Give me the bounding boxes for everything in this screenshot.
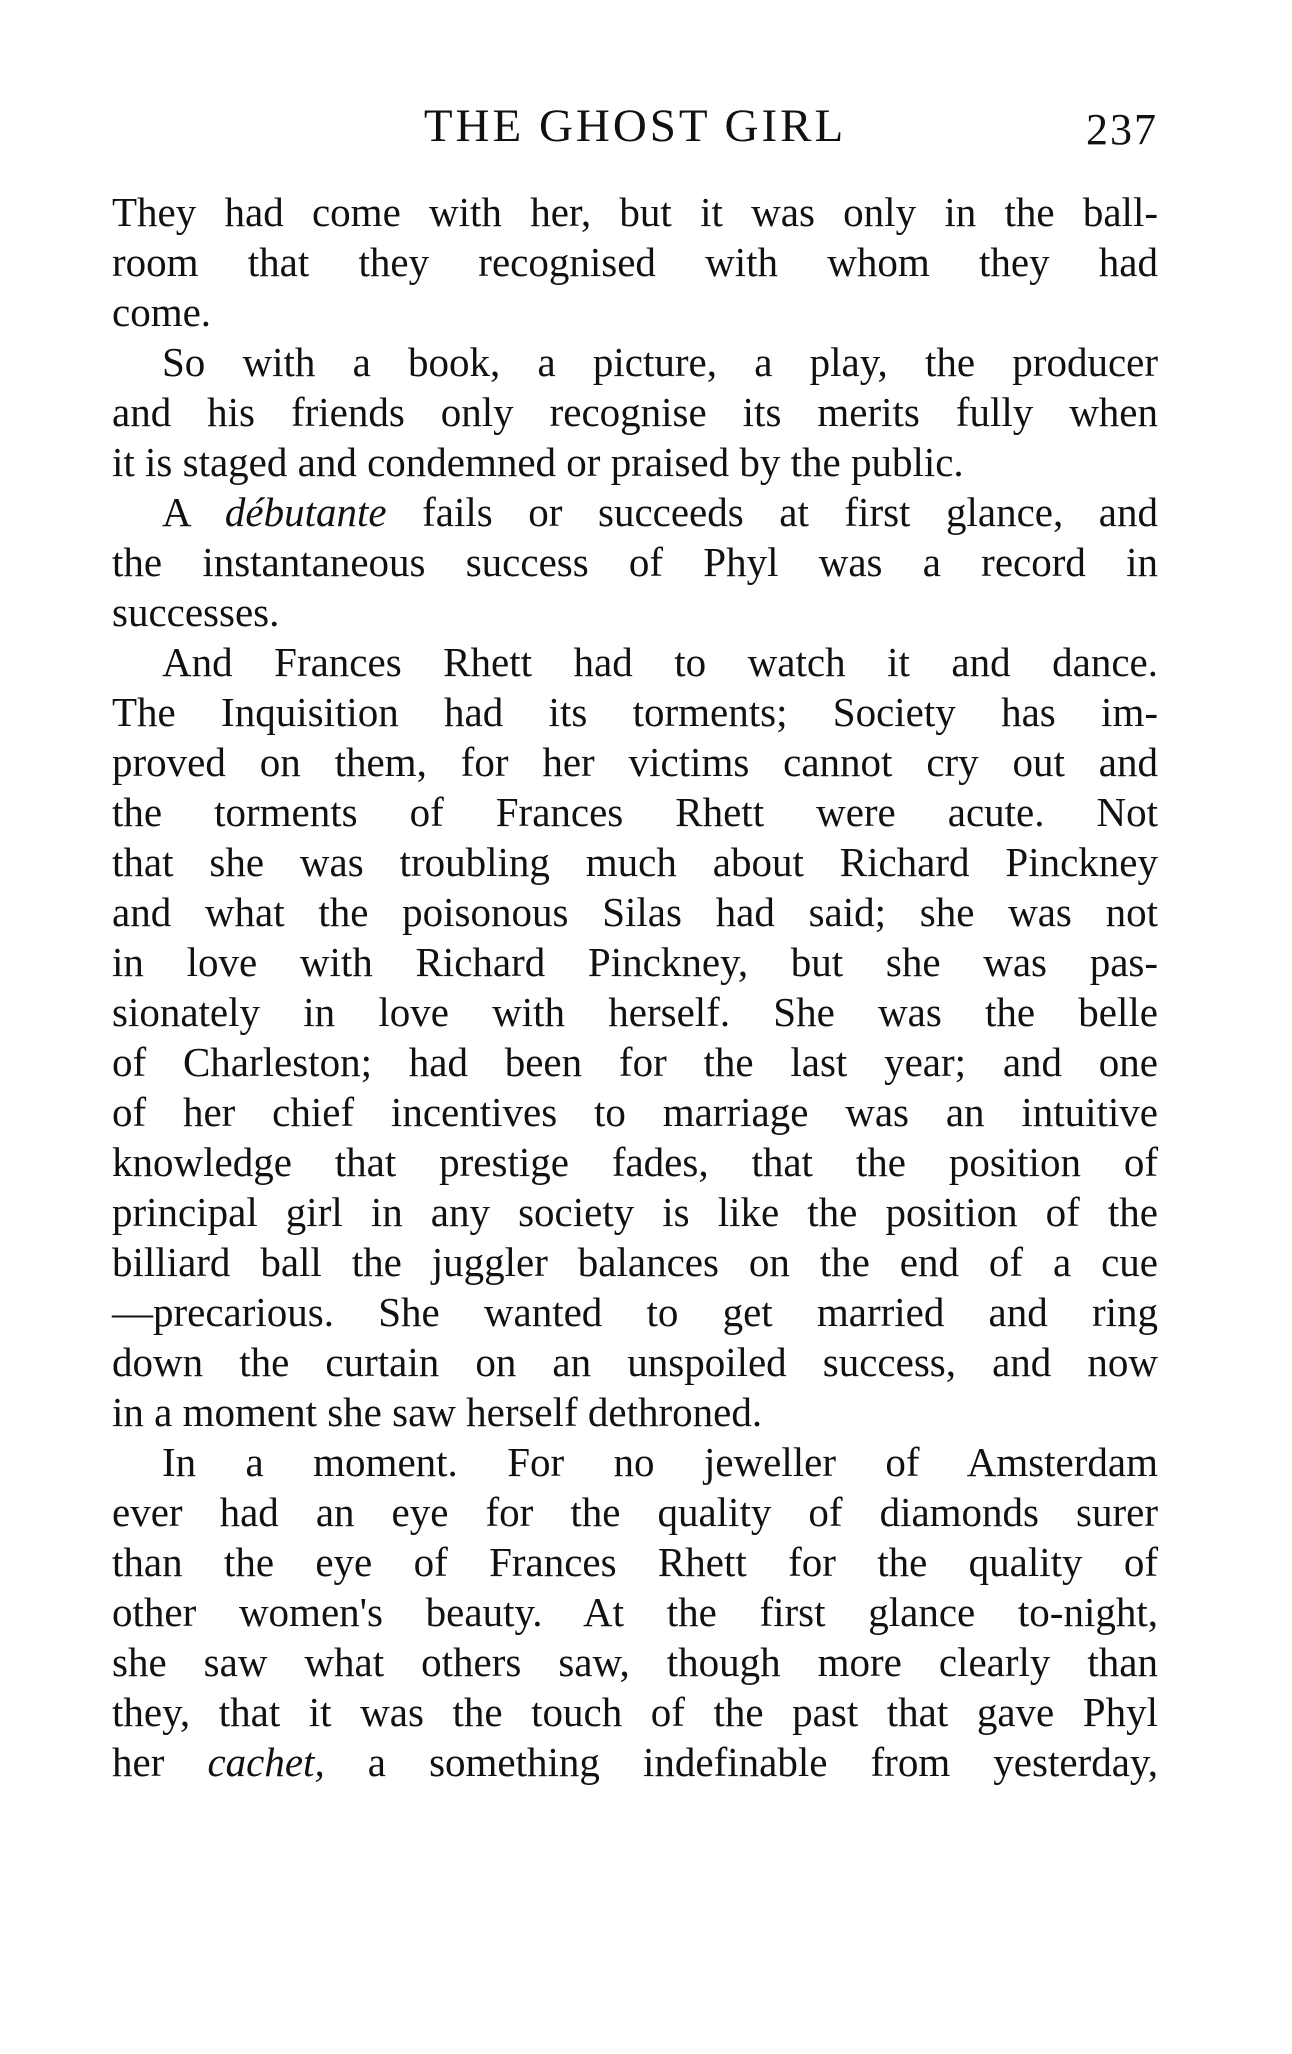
text-line: In a moment. For no jeweller of Amsterdam — [162, 1439, 1158, 1485]
text-line: that she was troubling much about Richard Pinckney — [112, 839, 1158, 885]
text-line: and what the poisonous Silas had said; she was not — [112, 889, 1158, 935]
text-fragment: her — [112, 1739, 208, 1785]
text-line: billiard ball the juggler balances on the end of a cue — [112, 1239, 1158, 1285]
text-line: principal girl in any society is like the position of the — [112, 1189, 1158, 1235]
running-head — [112, 98, 1158, 154]
body-text — [112, 187, 1158, 1787]
text-fragment: fails or succeeds at first glance, and — [386, 489, 1158, 535]
text-line: of Charleston; had been for the last year; and one — [112, 1039, 1158, 1085]
text-line — [112, 487, 1158, 537]
text-line: than the eye of Frances Rhett for the quality of — [112, 1539, 1158, 1585]
text-line: proved on them, for her victims cannot cry out and — [112, 739, 1158, 785]
text-line: room that they recognised with whom they had — [112, 239, 1158, 285]
text-line: it is staged and condemned or praised by the public. — [112, 439, 964, 485]
text-line: So with a book, a picture, a play, the producer — [162, 339, 1158, 385]
text-line: of her chief incentives to marriage was an intuitive — [112, 1089, 1158, 1135]
text-line: —precarious. She wanted to get married and ring — [112, 1289, 1158, 1335]
page-number: 237 — [1086, 105, 1158, 154]
text-line: down the curtain on an unspoiled success, and now — [112, 1339, 1158, 1385]
text-line: ever had an eye for the quality of diamonds surer — [112, 1489, 1158, 1535]
text-line: in love with Richard Pinckney, but she was pas- — [112, 939, 1158, 985]
italic-word: débutante — [224, 489, 387, 535]
italic-word: cachet, — [207, 1739, 325, 1785]
text-line: And Frances Rhett had to watch it and dance. — [162, 639, 1158, 685]
text-fragment: a something indefinable from yesterday, — [324, 1739, 1158, 1785]
text-line: the instantaneous success of Phyl was a record in — [112, 539, 1158, 585]
text-line: and his friends only recognise its merits fully when — [112, 389, 1158, 435]
text-line — [112, 1737, 1158, 1787]
text-line: they, that it was the touch of the past that gave Phyl — [112, 1689, 1158, 1735]
text-line: They had come with her, but it was only in the ball- — [112, 189, 1158, 235]
text-line: knowledge that prestige fades, that the position of — [112, 1139, 1158, 1185]
text-line: in a moment she saw herself dethroned. — [112, 1389, 763, 1435]
text-fragment: A — [162, 489, 225, 535]
text-line: The Inquisition had its torments; Society has im- — [112, 689, 1158, 735]
running-title: THE GHOST GIRL — [423, 100, 847, 152]
text-line: the torments of Frances Rhett were acute. Not — [112, 789, 1158, 835]
text-line: successes. — [112, 589, 280, 635]
text-line: come. — [112, 289, 212, 335]
text-line: she saw what others saw, though more clearly than — [112, 1639, 1158, 1685]
text-line: sionately in love with herself. She was the belle — [112, 989, 1158, 1035]
text-line: other women's beauty. At the first glance to-night, — [112, 1589, 1158, 1635]
